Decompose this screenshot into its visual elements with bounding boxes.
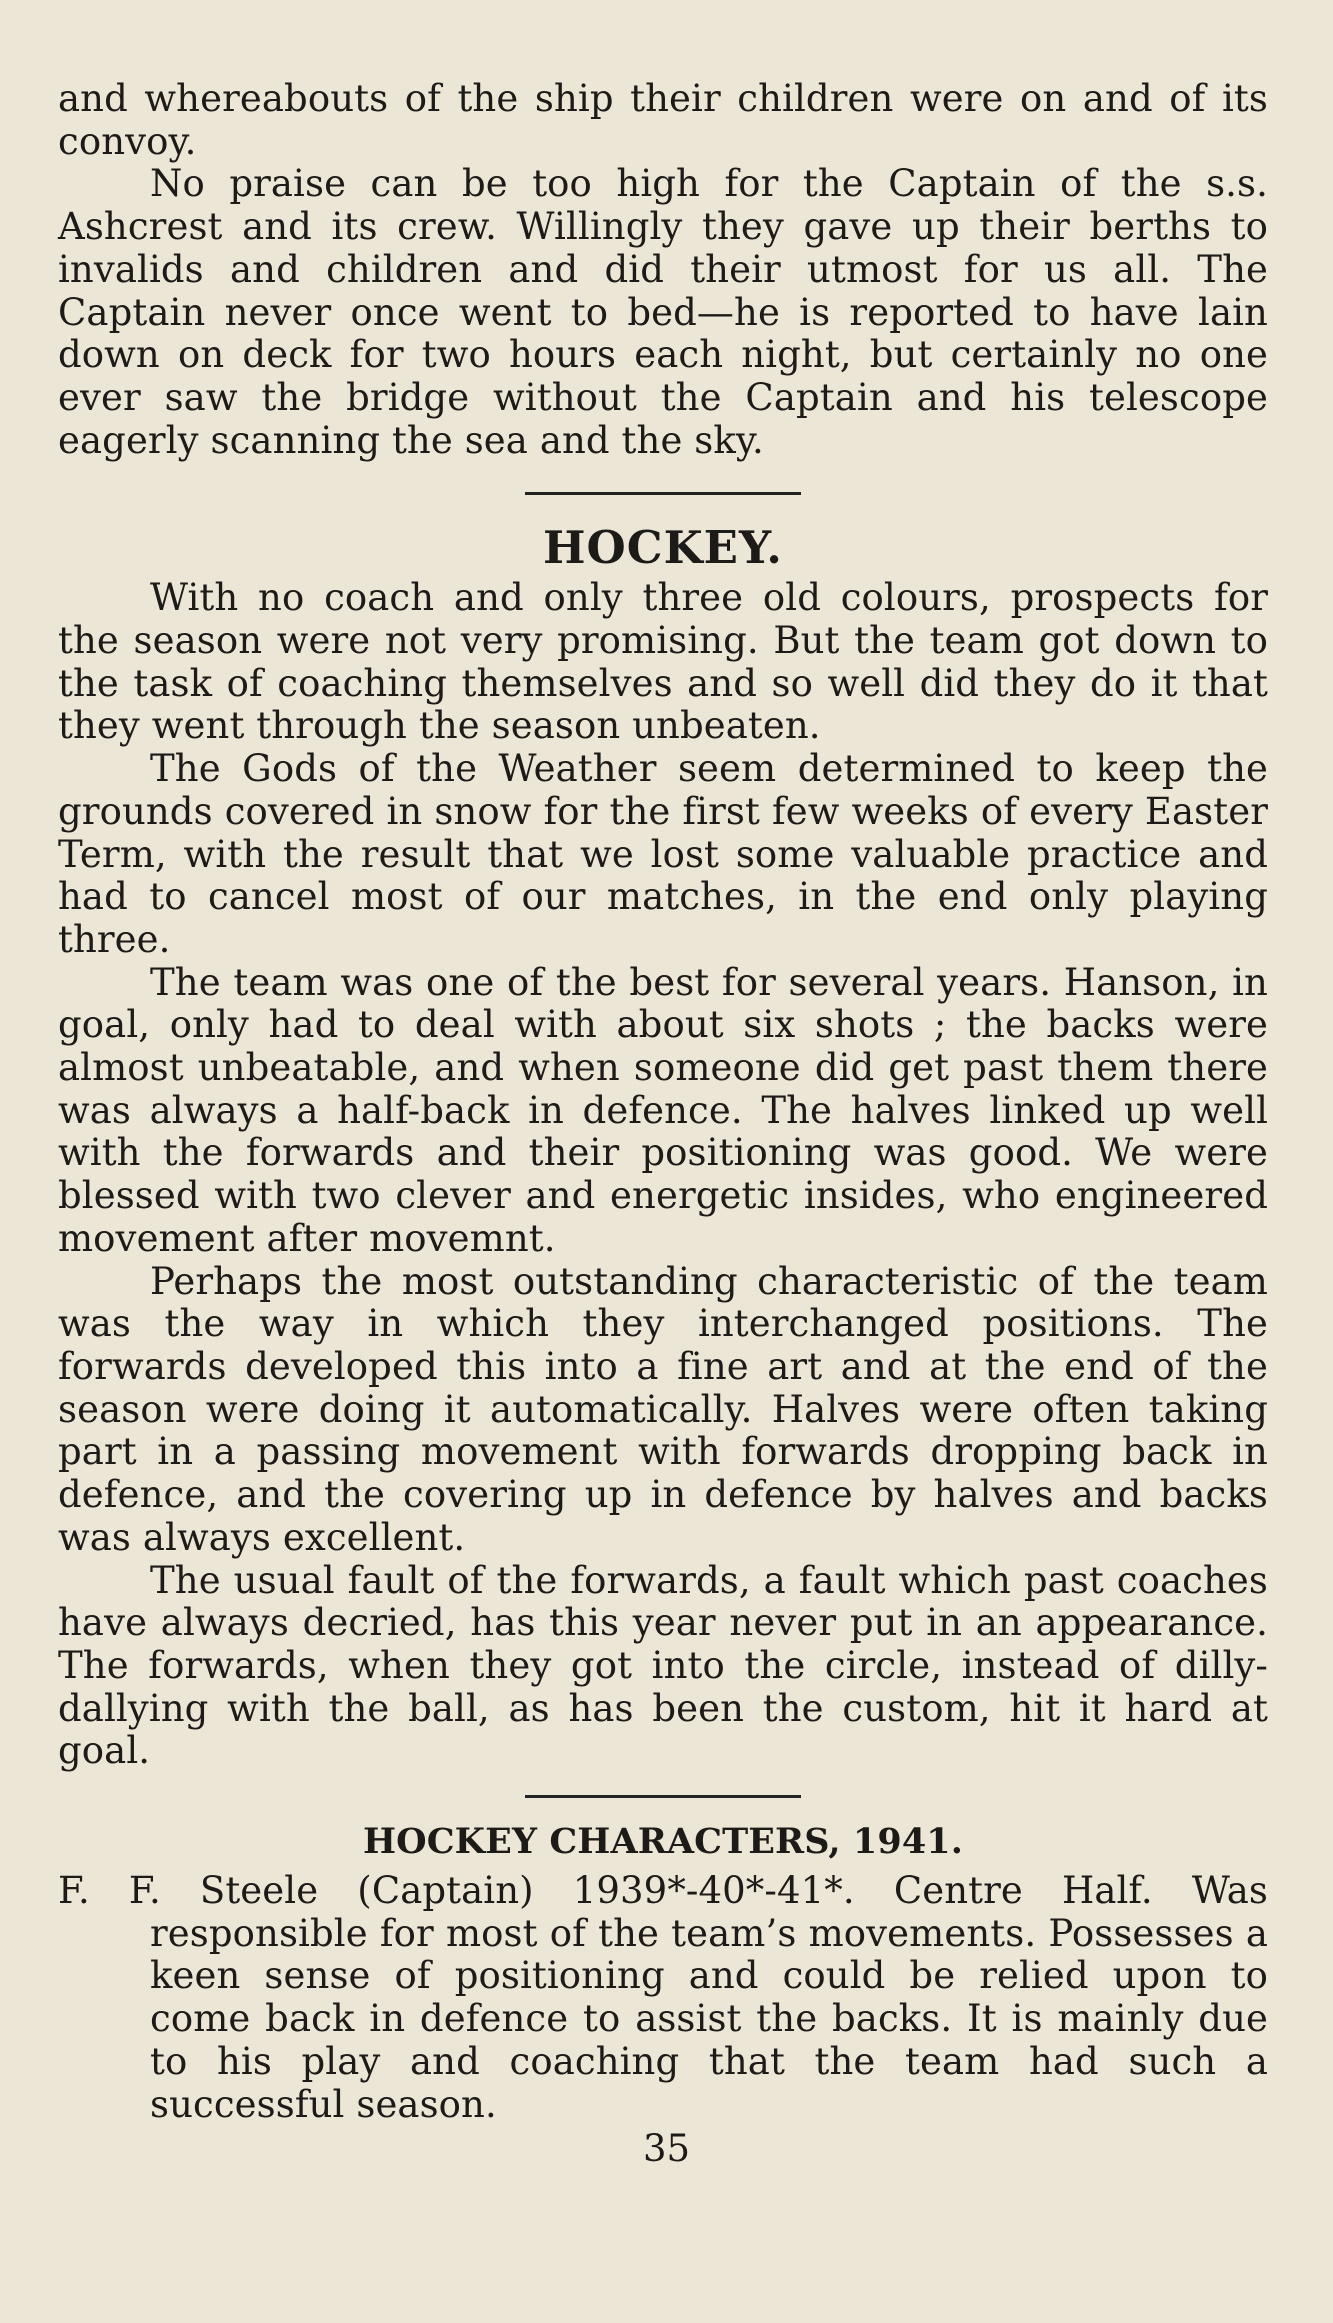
- hockey-paragraph: The team was one of the best for several years. Hanson, in goal, only had to deal with about six shots ; the backs were almost unbeatable, and when someone did get past them there was always a half-back in defence. The halves linked up well with the forwards and their positioning was good. We were blessed with two clever and energetic insides, who engineered movement after movemnt.: [58, 960, 1268, 1260]
- page-content: [58, 78, 1268, 2126]
- section-divider: [525, 492, 801, 495]
- hockey-paragraph: The usual fault of the forwards, a fault which past coaches have always decried, has this year never put in an appearance. The forwards, when they got into the circle, instead of dilly-dallying with the ball, as has been the custom, hit it hard at goal.: [58, 1558, 1268, 1773]
- section-divider: [525, 1795, 801, 1798]
- hockey-characters-heading: HOCKEY CHARACTERS, 1941.: [362, 1821, 964, 1863]
- intro-paragraph-ashcrest: No praise can be too high for the Captain of the s.s. Ashcrest and its crew. Willingly they gave up their berths to invalids and children and did their utmost for us all. The Captain never once went to bed—he is reported to have lain down on deck for two hours each night, but certainly no one ever saw the bridge without the Captain and his telescope eagerly scanning the sea and the sky.: [58, 162, 1268, 462]
- hockey-paragraph: Perhaps the most outstanding characteristic of the team was the way in which they interchanged positions. The forwards developed this into a fine art and at the end of the season were doing it automatically. Halves were often taking part in a passing movement with forwards dropping back in defence, and the covering up in defence by halves and backs was always excellent.: [58, 1259, 1268, 1559]
- intro-paragraph-continued: and whereabouts of the ship their children were on and of its convoy.: [58, 77, 1268, 163]
- character-entry: F. F. Steele (Captain) 1939*-40*-41*. Centre Half. Was responsible for most of the team’s movements. Possesses a keen sense of positioning and could be relied upon to come back in defence to assist the backs. It is mainly due to his play and coaching that the team had such a successful season.: [58, 1869, 1268, 2126]
- hockey-heading: HOCKEY.: [543, 521, 783, 575]
- hockey-paragraph: With no coach and only three old colours, prospects for the season were not very promising. But the team got down to the task of coaching themselves and so well did they do it that they went through the season unbeaten.: [58, 576, 1268, 748]
- hockey-paragraph: The Gods of the Weather seem determined to keep the grounds covered in snow for the first few weeks of every Easter Term, with the result that we lost some valuable practice and had to cancel most of our matches, in the end only playing three.: [58, 747, 1268, 961]
- page-number: 35: [642, 2127, 691, 2170]
